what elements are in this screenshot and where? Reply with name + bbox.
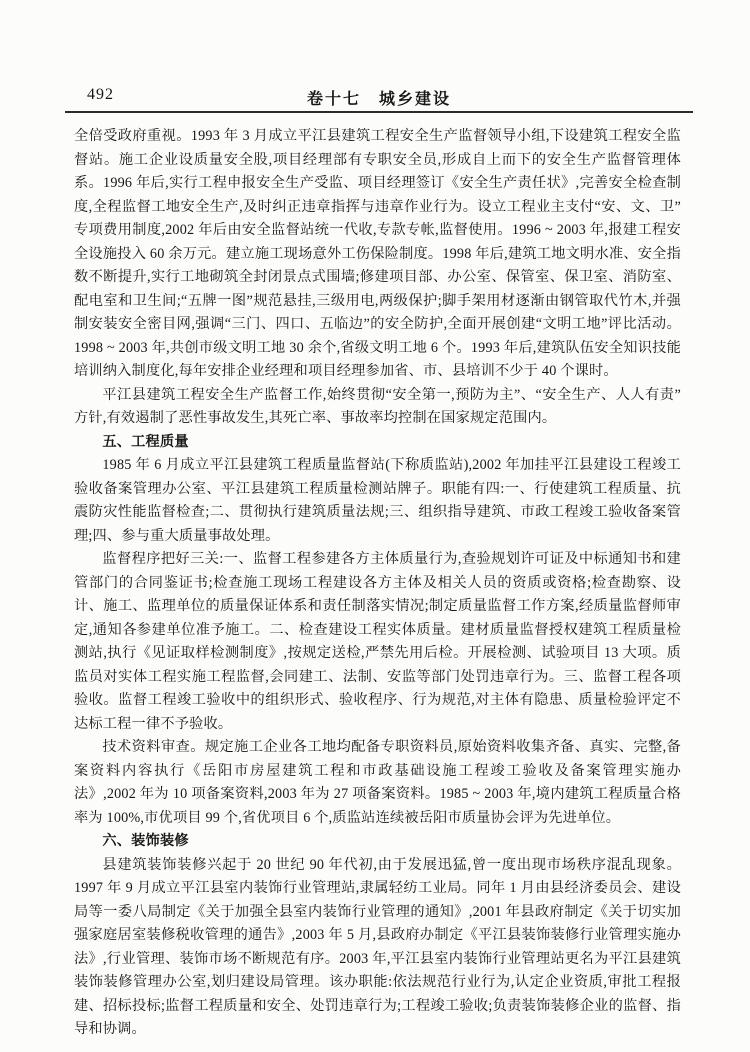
header-rule: [65, 111, 693, 113]
paragraph-safety-continuation: 全倍受政府重视。1993 年 3 月成立平江县建筑工程安全生产监督领导小组,下设建筑工程安全监督站。施工企业设质量安全股,项目经理部有专职安全员,形成自上而下的安全生产监督管理体系。1996 年后,实行工程申报安全生产受监、项目经理签订《安全生产责任状》,完善安全检查制度,全程监督工地安全生产,及时纠正违章指挥与违章作业行为。设立工程业主支付“安、文、卫”专项费用制度,2002 年后由安全监督站统一代收,专款专帐,监督使用。1996 ~ 2003 年,报建工程安全设施投入 60 余万元。建立施工现场意外工伤保险制度。1998 年后,建筑工地文明水准、安全指数不断提升,实行工地砌筑全封闭景点式围墙;修建项目部、办公室、保管室、保卫室、消防室、配电室和卫生间;“五牌一图”规范悬挂,三级用电,两级保护;脚手架用材逐渐由钢管取代竹木,并强制安装安全密目网,强调“三门、四口、五临边”的安全防护,全面开展创建“文明工地”评比活动。1998 ~ 2003 年,共创市级文明工地 30 余个,省级文明工地 6 个。1993 年后,建筑队伍安全知识技能培训纳入制度化,每年安排企业经理和项目经理参加省、市、县培训不少于 40 个课时。: [74, 128, 681, 379]
running-header-title: 卷十七 城乡建设: [306, 91, 451, 108]
section-heading-decoration: 六、装饰装修: [102, 833, 189, 849]
page-number: 492: [87, 86, 114, 103]
paragraph-decoration: 县建筑装饰装修兴起于 20 世纪 90 年代初,由于发展迅猛,曾一度出现市场秩序混乱现象。1997 年 9 月成立平江县室内装饰行业管理站,隶属轻纺工业局。同年 1 月由县经济委员会、建设局等一委八局制定《关于加强全县室内装饰行业管理的通知》,2001 年县政府制定《关于切实加强家庭居室装修税收管理的通告》,2003 年 5 月,县政府办制定《平江县装饰装修行业管理实施办法》,行业管理、装饰市场不断规范有序。2003 年,平江县室内装饰行业管理站更名为平江县建筑装饰装修管理办公室,划归建设局管理。该办职能:依法规范行业行为,认定企业资质,审批工程报建、招标投标;监督工程质量和安全、处罚违章行为;工程竣工验收;负责装饰装修企业的监督、指导和协调。: [74, 856, 681, 1037]
paragraph-safety-summary: 平江县建筑工程安全生产监督工作,始终贯彻“安全第一,预防为主”、“安全生产、人人有责”方针,有效遏制了恶性事故发生,其死亡率、事故率均控制在国家规定范围内。: [74, 386, 681, 426]
paragraph-quality-records: 技术资料审查。规定施工企业各工地均配备专职资料员,原始资料收集齐备、真实、完整,备案资料内容执行《岳阳市房屋建筑工程和市政基础设施工程竣工验收及备案管理实施办法》,2002 年为 10 项备案资料,2003 年为 27 项备案资料。1985 ~ 2003 年,境内建筑工程质量合格率为 100%,市优项目 99 个,省优项目 6 个,质监站连续被岳阳市质量协会评为先进单位。: [74, 739, 681, 826]
running-header: [73, 86, 685, 108]
section-heading-engineering-quality: 五、工程质量: [102, 433, 189, 450]
page-body: [74, 125, 681, 1042]
paragraph-quality-procedure: 监督程序把好三关:一、监督工程参建各方主体质量行为,查验规划许可证及中标通知书和建管部门的合同鉴证书;检查施工现场工程建设各方主体及相关人员的资质或资格;检查勘察、设计、施工、监理单位的质量保证体系和责任制落实情况;制定质量监督工作方案,经质量监督师审定,通知各参建单位准予施工。二、检查建设工程实体质量。建材质量监督授权建筑工程质量检测站,执行《见证取样检测制度》,按规定送检,严禁先用后检。开展检测、试验项目 13 大项。质监员对实体工程实施工程监督,会同建工、法制、安监等部门处罚违章行为。三、监督工程各项验收。监督工程竣工验收中的组织形式、验收程序、行为规范,对主体有隐患、质量检验评定不达标工程一律不予验收。: [74, 551, 681, 732]
paragraph-quality-organization: 1985 年 6 月成立平江县建筑工程质量监督站(下称质监站),2002 年加挂平江县建设工程竣工验收备案管理办公室、平江县建筑工程质量检测站牌子。职能有四:一、行使建筑工程质量、抗震防灾性能监督检查;二、贯彻执行建筑质量法规;三、组织指导建筑、市政工程竣工验收备案管理;四、参与重大质量事故处理。: [74, 457, 681, 544]
